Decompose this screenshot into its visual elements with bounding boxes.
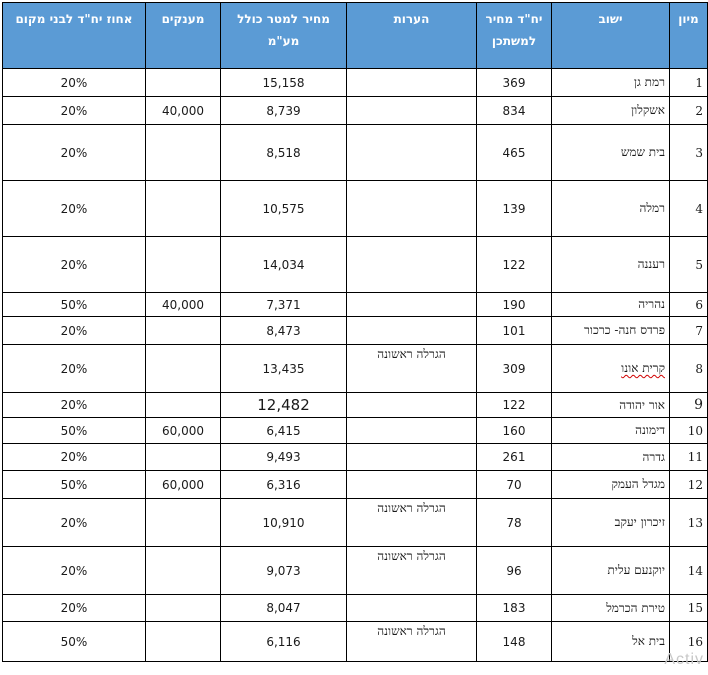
local-percent-cell: 20% <box>3 125 146 181</box>
price-per-meter-cell: 8,739 <box>221 97 347 125</box>
table-row <box>3 317 708 345</box>
units-cell: 369 <box>477 69 552 97</box>
local-percent-cell: 20% <box>3 97 146 125</box>
units-cell: 122 <box>477 237 552 293</box>
table-row <box>3 471 708 499</box>
notes-cell: הגרלה ראשונה <box>347 622 477 662</box>
local-percent-cell: 20% <box>3 181 146 237</box>
rank-cell: 14 <box>670 547 708 595</box>
local-percent-cell: 50% <box>3 471 146 499</box>
grants-cell <box>146 237 221 293</box>
local-percent-cell: 20% <box>3 393 146 418</box>
settlement-cell: דימונה <box>552 418 670 444</box>
notes-cell <box>347 69 477 97</box>
table-row <box>3 499 708 547</box>
units-cell: 148 <box>477 622 552 662</box>
table-row <box>3 345 708 393</box>
units-cell: 465 <box>477 125 552 181</box>
header-row <box>3 3 708 69</box>
activation-watermark: Activ <box>664 651 704 668</box>
local-percent-cell: 20% <box>3 317 146 345</box>
rank-cell: 15 <box>670 595 708 622</box>
rank-cell: 1 <box>670 69 708 97</box>
table-row <box>3 444 708 471</box>
header-local-percent: אחוז יח"ד לבני מקום <box>3 3 146 69</box>
grants-cell <box>146 345 221 393</box>
settlement-cell: בית אל <box>552 622 670 662</box>
table-row <box>3 293 708 317</box>
grants-cell: 40,000 <box>146 293 221 317</box>
local-percent-cell: 20% <box>3 237 146 293</box>
settlement-cell: רמת גן <box>552 69 670 97</box>
units-cell: 101 <box>477 317 552 345</box>
notes-cell <box>347 444 477 471</box>
spellcheck-underlined-text: קרית אונו <box>621 361 665 375</box>
local-percent-cell: 50% <box>3 622 146 662</box>
rank-cell: 11 <box>670 444 708 471</box>
rank-cell: 16 <box>670 622 708 662</box>
local-percent-cell: 20% <box>3 595 146 622</box>
notes-cell: הגרלה ראשונה <box>347 345 477 393</box>
settlement-cell: רעננה <box>552 237 670 293</box>
table-row <box>3 418 708 444</box>
price-per-meter-cell: 12,482 <box>221 393 347 418</box>
local-percent-cell: 20% <box>3 345 146 393</box>
price-per-meter-cell: 6,415 <box>221 418 347 444</box>
rank-cell: 12 <box>670 471 708 499</box>
notes-cell <box>347 97 477 125</box>
header-notes: הערות <box>347 3 477 69</box>
units-cell: 261 <box>477 444 552 471</box>
notes-cell <box>347 471 477 499</box>
settlement-cell: אור יהודה <box>552 393 670 418</box>
price-per-meter-cell: 7,371 <box>221 293 347 317</box>
header-units: יח"ד מחיר למשתכן <box>477 3 552 69</box>
rank-cell: 5 <box>670 237 708 293</box>
units-cell: 834 <box>477 97 552 125</box>
local-percent-cell: 20% <box>3 444 146 471</box>
settlement-cell: נהריה <box>552 293 670 317</box>
header-price-per-meter: מחיר למטר כולל מע"מ <box>221 3 347 69</box>
settlement-cell: יוקנעם עלית <box>552 547 670 595</box>
price-per-meter-cell: 6,116 <box>221 622 347 662</box>
settlement-cell: זיכרון יעקב <box>552 499 670 547</box>
settlement-cell: גדרה <box>552 444 670 471</box>
local-percent-cell: 50% <box>3 293 146 317</box>
notes-cell <box>347 293 477 317</box>
notes-cell <box>347 181 477 237</box>
notes-cell <box>347 237 477 293</box>
table-row <box>3 125 708 181</box>
grants-cell <box>146 499 221 547</box>
header-settlement: ישוב <box>552 3 670 69</box>
notes-cell <box>347 125 477 181</box>
grants-cell: 60,000 <box>146 418 221 444</box>
settlement-cell: מגדל העמק <box>552 471 670 499</box>
table-row <box>3 181 708 237</box>
price-per-meter-cell: 15,158 <box>221 69 347 97</box>
grants-cell <box>146 181 221 237</box>
local-percent-cell: 20% <box>3 547 146 595</box>
table-row <box>3 237 708 293</box>
table-row <box>3 547 708 595</box>
settlement-cell: אשקלון <box>552 97 670 125</box>
price-per-meter-cell: 8,047 <box>221 595 347 622</box>
notes-cell <box>347 595 477 622</box>
units-cell: 139 <box>477 181 552 237</box>
table-row <box>3 393 708 418</box>
rank-cell: 3 <box>670 125 708 181</box>
price-per-meter-cell: 8,518 <box>221 125 347 181</box>
settlement-cell: בית שמש <box>552 125 670 181</box>
lottery-results-table <box>2 2 708 662</box>
settlement-cell <box>552 345 670 393</box>
settlement-cell: טירת הכרמל <box>552 595 670 622</box>
notes-cell <box>347 393 477 418</box>
units-cell: 309 <box>477 345 552 393</box>
grants-cell <box>146 125 221 181</box>
rank-cell: 10 <box>670 418 708 444</box>
units-cell: 70 <box>477 471 552 499</box>
notes-cell: הגרלה ראשונה <box>347 499 477 547</box>
local-percent-cell: 50% <box>3 418 146 444</box>
price-per-meter-cell: 10,910 <box>221 499 347 547</box>
grants-cell <box>146 393 221 418</box>
units-cell: 183 <box>477 595 552 622</box>
settlement-cell: רמלה <box>552 181 670 237</box>
rank-cell: 6 <box>670 293 708 317</box>
price-per-meter-cell: 14,034 <box>221 237 347 293</box>
settlement-cell: פרדס חנה- כרכור <box>552 317 670 345</box>
rank-cell: 9 <box>670 393 708 418</box>
table-row <box>3 97 708 125</box>
table-row <box>3 595 708 622</box>
notes-cell <box>347 418 477 444</box>
rank-cell: 13 <box>670 499 708 547</box>
table-row <box>3 622 708 662</box>
notes-cell <box>347 317 477 345</box>
rank-cell: 2 <box>670 97 708 125</box>
grants-cell <box>146 595 221 622</box>
header-rank: מיון <box>670 3 708 69</box>
price-per-meter-cell: 8,473 <box>221 317 347 345</box>
price-per-meter-cell: 13,435 <box>221 345 347 393</box>
units-cell: 122 <box>477 393 552 418</box>
grants-cell <box>146 547 221 595</box>
local-percent-cell: 20% <box>3 69 146 97</box>
rank-cell: 8 <box>670 345 708 393</box>
local-percent-cell: 20% <box>3 499 146 547</box>
units-cell: 160 <box>477 418 552 444</box>
grants-cell: 40,000 <box>146 97 221 125</box>
table-row <box>3 69 708 97</box>
units-cell: 96 <box>477 547 552 595</box>
grants-cell <box>146 69 221 97</box>
price-per-meter-cell: 6,316 <box>221 471 347 499</box>
grants-cell <box>146 317 221 345</box>
grants-cell: 60,000 <box>146 471 221 499</box>
grants-cell <box>146 444 221 471</box>
units-cell: 78 <box>477 499 552 547</box>
units-cell: 190 <box>477 293 552 317</box>
price-per-meter-cell: 10,575 <box>221 181 347 237</box>
header-grants: מענקים <box>146 3 221 69</box>
price-per-meter-cell: 9,493 <box>221 444 347 471</box>
price-per-meter-cell: 9,073 <box>221 547 347 595</box>
notes-cell: הגרלה ראשונה <box>347 547 477 595</box>
rank-cell: 7 <box>670 317 708 345</box>
grants-cell <box>146 622 221 662</box>
rank-cell: 4 <box>670 181 708 237</box>
